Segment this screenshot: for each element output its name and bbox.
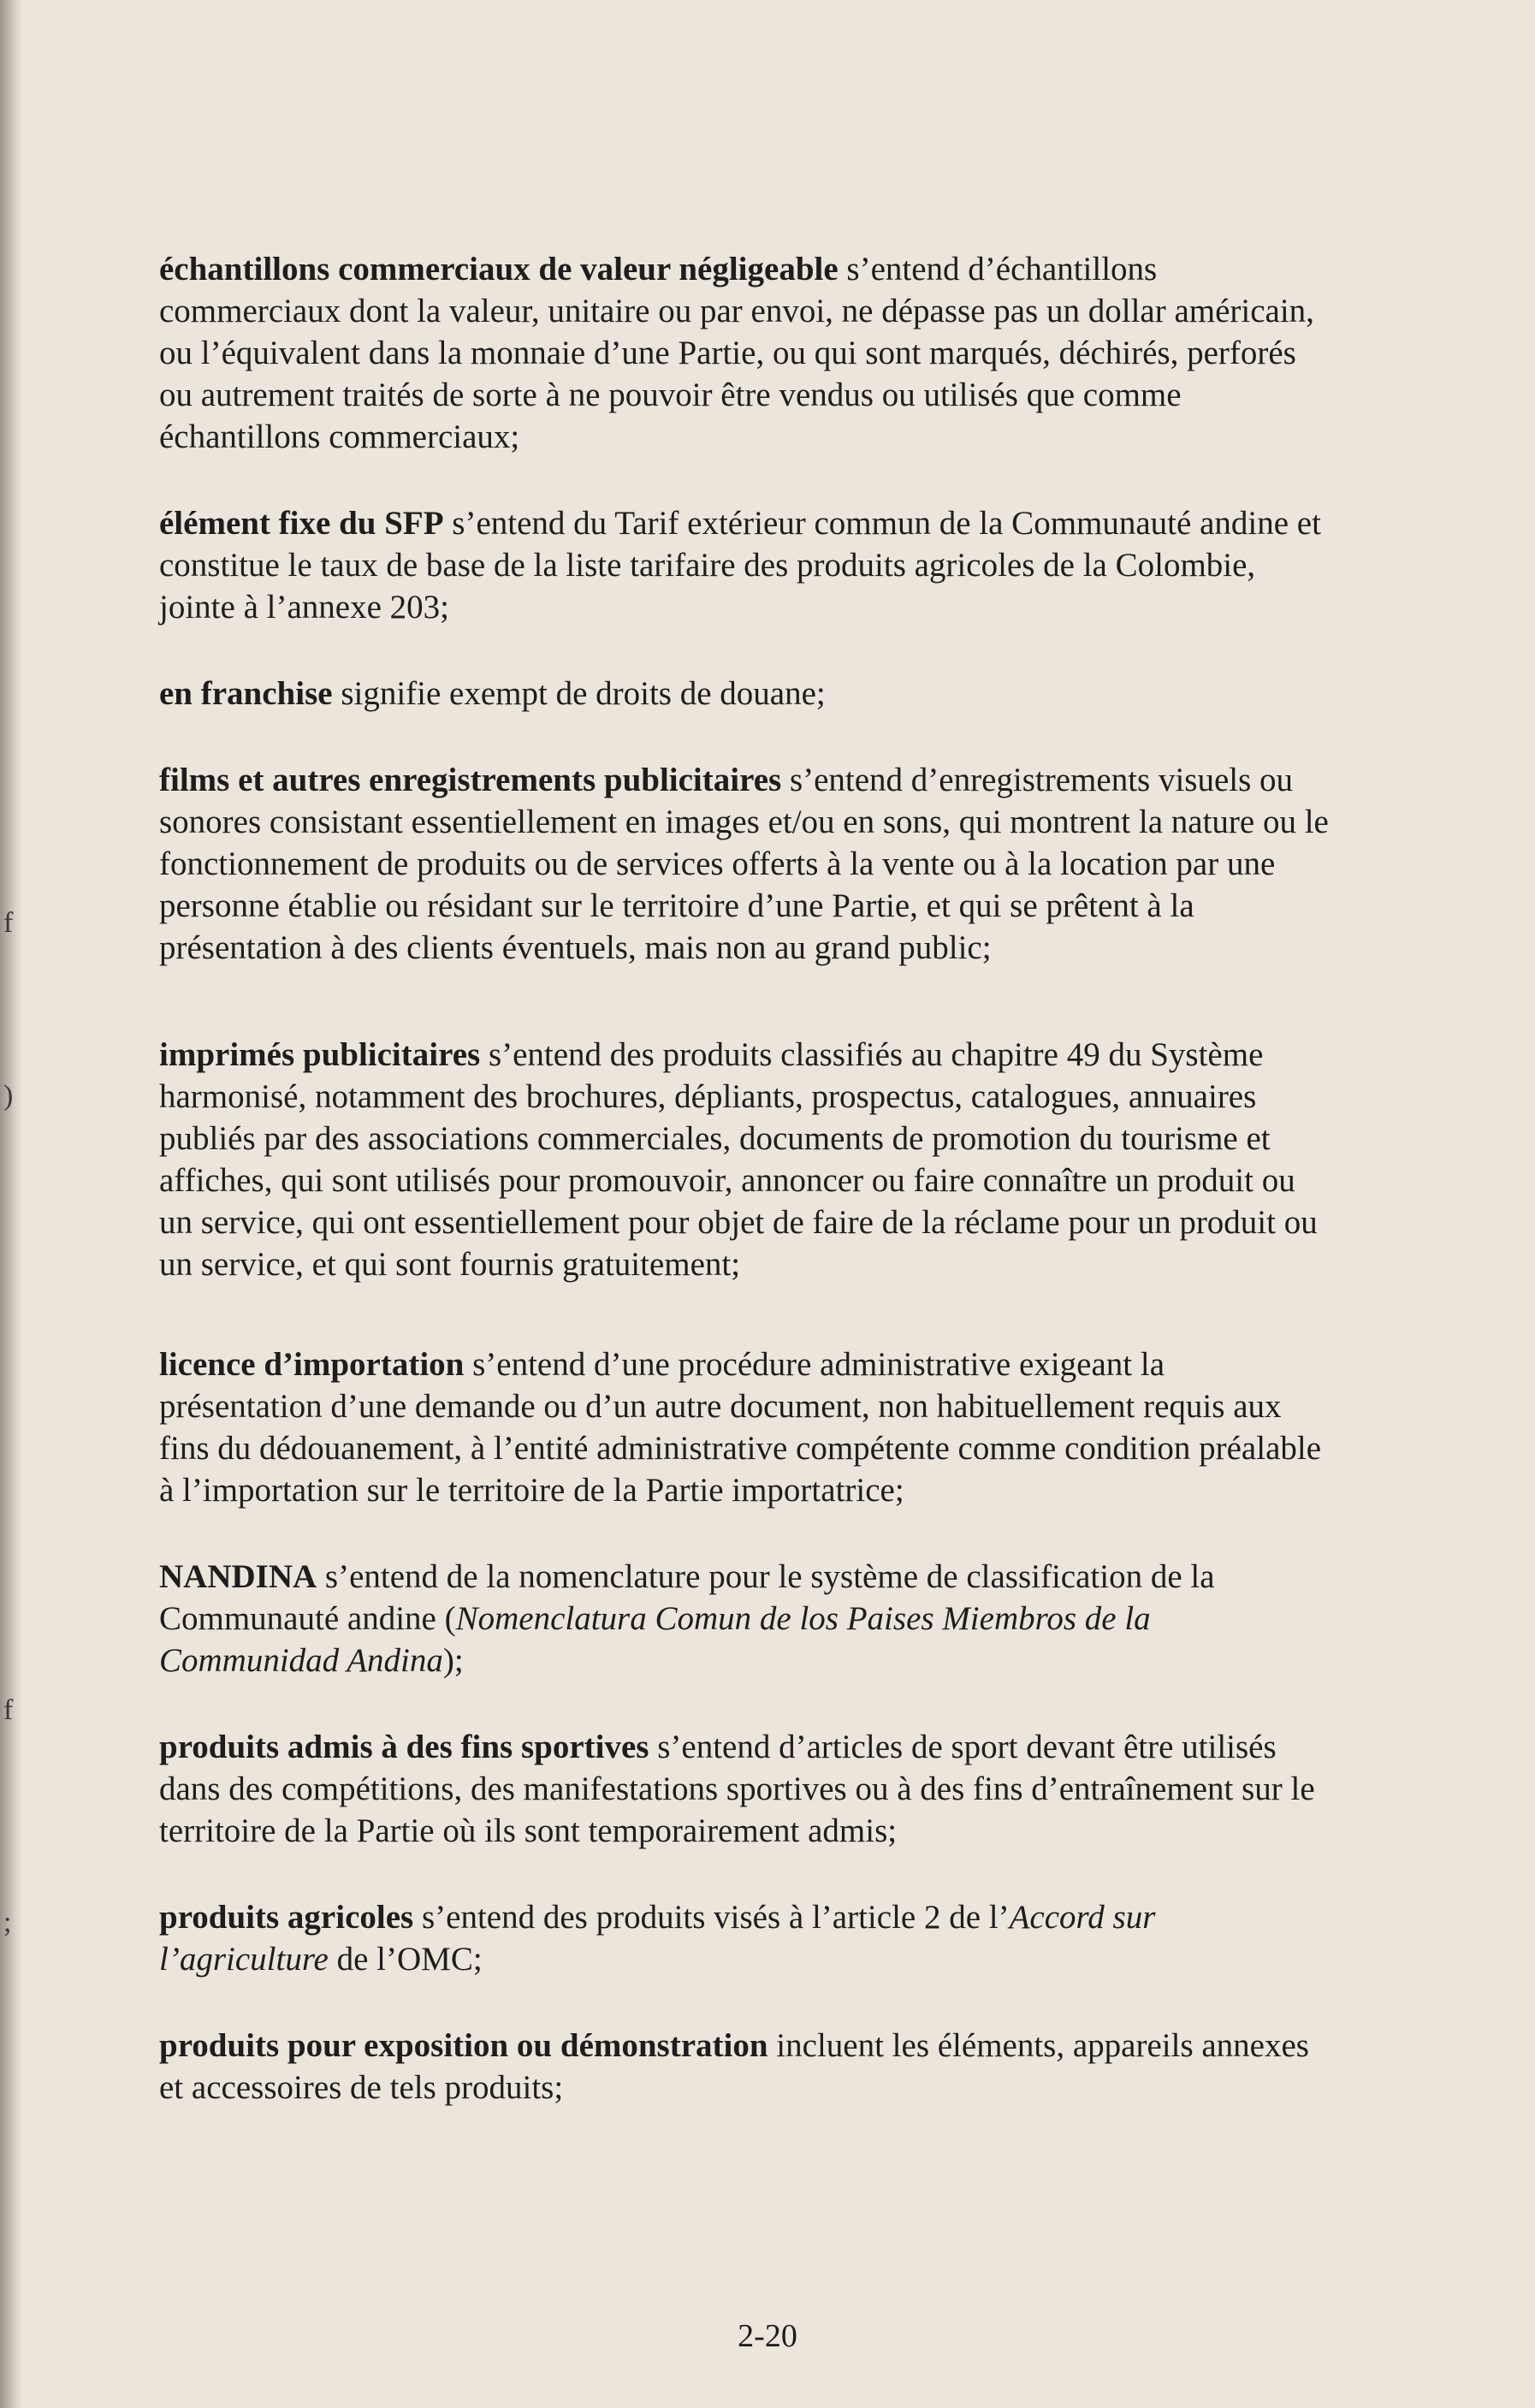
definition-paragraph — [159, 1034, 1331, 1285]
defined-term: produits pour exposition ou démonstration — [159, 2027, 768, 2064]
defined-term: films et autres enregistrements publicitaires — [159, 762, 782, 798]
definition-paragraph — [159, 673, 1331, 715]
definition-paragraph — [159, 1726, 1331, 1852]
definition-paragraph — [159, 1343, 1331, 1511]
definition-text: s’entend des produits classifiés au chapitre 49 du Système harmonisé, notamment des brochures, dépliants, prospectus, catalogues, annuaires publiés par des associations commerciales, documents de promotion du tourisme et affiches, qui sont utilisés pour promouvoir, annoncer ou faire connaître un produit ou un service, qui ont essentiellement pour objet de faire de la réclame pour un produit ou un service, et qui sont fournis gratuitement; — [159, 1036, 1318, 1283]
definition-text: s’entend du Tarif extérieur commun de la Communauté andine et constitue le taux de base de la liste tarifaire des produits agricoles de la Colombie, jointe à l’annexe 203; — [159, 505, 1321, 626]
definition-paragraph — [159, 1556, 1331, 1681]
page-number: 2-20 — [738, 2318, 797, 2354]
definition-entry — [159, 2025, 1331, 2108]
defined-term: licence d’importation — [159, 1346, 465, 1383]
page-binding-edge — [0, 0, 22, 2408]
margin-mark: ) — [3, 1080, 14, 1112]
definition-entry — [159, 1726, 1331, 1852]
definition-text: s’entend d’échantillons commerciaux dont la valeur, unitaire ou par envoi, ne dépasse pas un dollar américain, ou l’équivalent dans la monnaie d’une Partie, ou qui sont marqués, déchirés, perforés ou autrement traités de sorte à ne pouvoir être vendus ou utilisés que comme échantillons commerciaux; — [159, 251, 1314, 455]
definition-paragraph — [159, 502, 1331, 628]
defined-term: imprimés publicitaires — [159, 1036, 481, 1073]
definition-text: incluent les éléments, appareils annexes et accessoires de tels produits; — [159, 2027, 1309, 2106]
definition-text: s’entend d’enregistrements visuels ou sonores consistant essentiellement en images et/ou en sons, qui montrent la nature ou le fonctionnement de produits ou de services offerts à la vente ou à la location par une personne établie ou résidant sur le territoire d’une Partie, et qui se prêtent à la présentation à des clients éventuels, mais non au grand public; — [159, 762, 1329, 966]
definition-paragraph — [159, 759, 1331, 969]
defined-term: échantillons commerciaux de valeur négligeable — [159, 251, 839, 288]
definition-text-after: de l’OMC; — [328, 1941, 483, 1978]
definition-text: s’entend d’articles de sport devant être utilisés dans des compétitions, des manifestations sportives ou à des fins d’entraînement sur le territoire de la Partie où ils sont temporairement admis; — [159, 1729, 1315, 1849]
definition-italic: Accord sur l’agriculture — [159, 1899, 1156, 1978]
definition-italic: Nomenclatura Comun de los Paises Miembros de la Communidad Andina — [159, 1600, 1151, 1679]
definition-paragraph — [159, 248, 1331, 458]
definition-entry — [159, 673, 1331, 715]
definition-text-after: ); — [442, 1642, 464, 1679]
margin-mark: f — [3, 907, 14, 939]
definition-entry — [159, 1556, 1331, 1681]
definition-text: s’entend des produits visés à l’article 2 de l’ — [413, 1899, 1010, 1936]
margin-mark: f — [3, 1694, 14, 1726]
definition-text: s’entend de la nomenclature pour le système de classification de la Communauté andine ( — [159, 1558, 1215, 1637]
definition-entry — [159, 1343, 1331, 1511]
definition-paragraph — [159, 1896, 1331, 1980]
definition-entry — [159, 1896, 1331, 1980]
definition-entry — [159, 502, 1331, 628]
definition-entry — [159, 1034, 1331, 1285]
definition-entry — [159, 759, 1331, 969]
defined-term: produits admis à des fins sportives — [159, 1729, 649, 1765]
defined-term: en franchise — [159, 675, 333, 712]
margin-mark: ; — [3, 1907, 12, 1938]
definition-paragraph — [159, 2025, 1331, 2108]
defined-term: produits agricoles — [159, 1899, 414, 1936]
defined-term: NANDINA — [159, 1558, 317, 1595]
definition-text: s’entend d’une procédure administrative exigeant la présentation d’une demande ou d’un autre document, non habituellement requis aux fins du dédouanement, à l’entité administrative compétente comme condition préalable à l’importation sur le territoire de la Partie importatrice; — [159, 1346, 1322, 1509]
defined-term: élément fixe du SFP — [159, 505, 444, 542]
definition-entry — [159, 248, 1331, 458]
definition-text: signifie exempt de droits de douane; — [332, 675, 826, 712]
definitions-list — [159, 248, 1331, 2153]
